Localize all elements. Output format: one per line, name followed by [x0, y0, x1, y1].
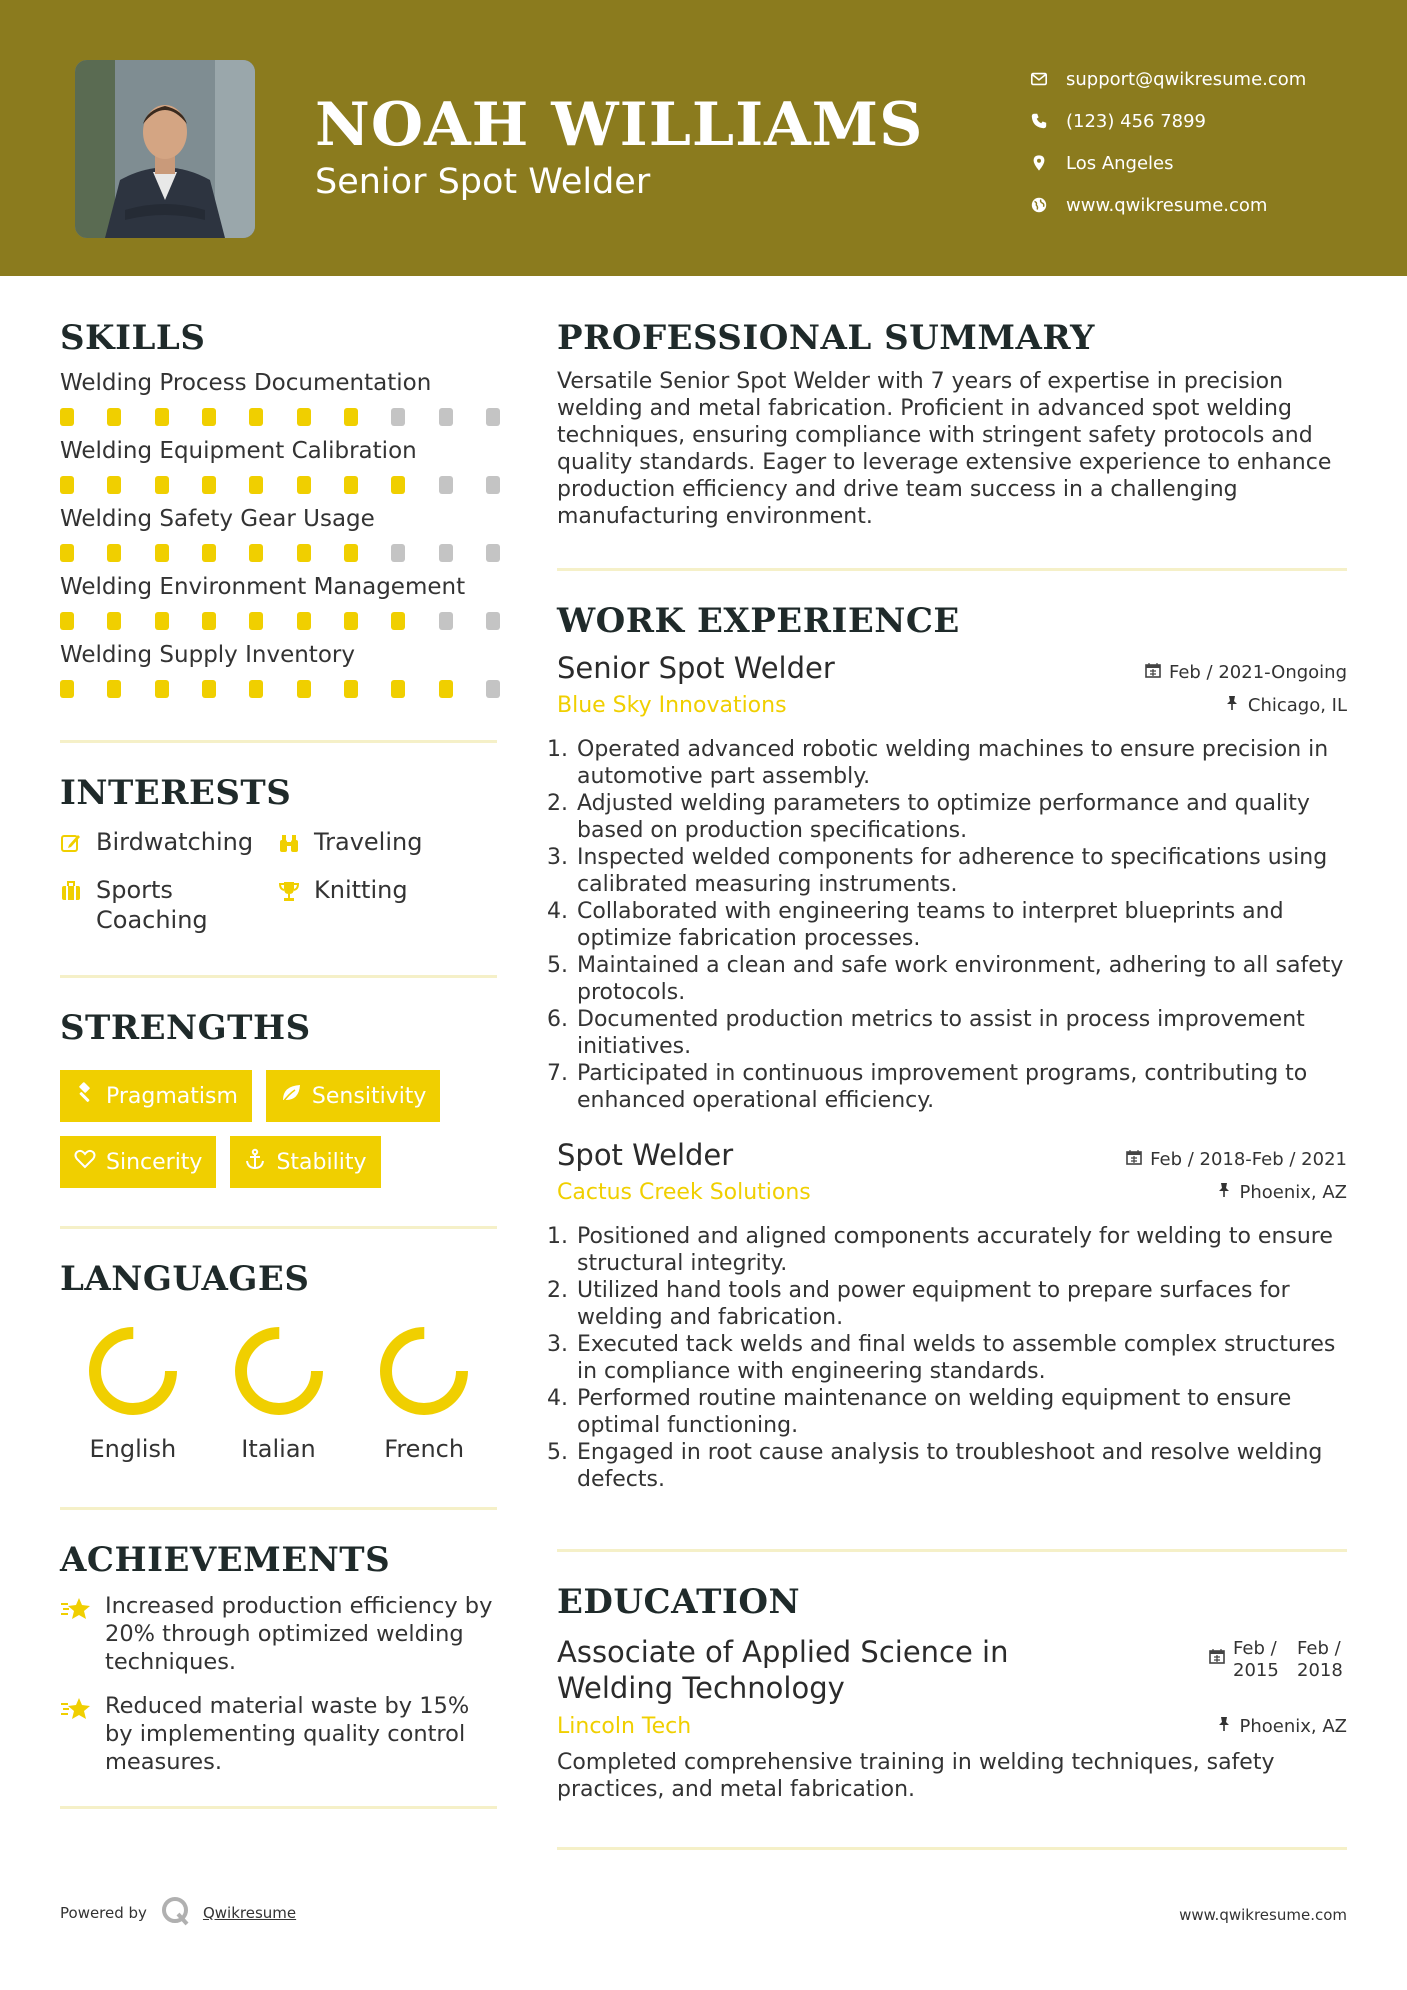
rating-dot-filled [297, 408, 311, 426]
star-icon [60, 1692, 105, 1726]
language-proficiency-ring [229, 1321, 329, 1421]
rating-dot-filled [439, 680, 453, 698]
header-banner [0, 0, 1407, 276]
skill-name: Welding Safety Gear Usage [60, 506, 375, 532]
skills-list [60, 370, 497, 698]
section-divider [557, 568, 1347, 571]
skills-section [60, 318, 497, 698]
rating-dot-filled [107, 476, 121, 494]
education-description: Completed comprehensive training in welding techniques, safety practices, and metal fabrication. [557, 1750, 1275, 1802]
language-level-arc [386, 1333, 462, 1409]
rating-dot-filled [155, 408, 169, 426]
footer-url[interactable]: www.qwikresume.com [1179, 1906, 1347, 1924]
languages-heading: LANGUAGES [60, 1259, 310, 1299]
star-icon [60, 1592, 105, 1626]
interest-item [278, 875, 478, 935]
footer-branding [60, 1896, 296, 1930]
experience-heading: WORK EXPERIENCE [557, 601, 960, 641]
rating-dot-filled [249, 544, 263, 562]
rating-dot-filled [202, 476, 216, 494]
rating-dot-filled [155, 612, 169, 630]
education-dates [1209, 1638, 1347, 1682]
rating-dot-filled [202, 408, 216, 426]
skill-rating [60, 544, 500, 562]
rating-dot-filled [249, 408, 263, 426]
interest-item [278, 827, 478, 861]
job-dates-text: Feb / 2021-Ongoing [1168, 662, 1347, 683]
candidate-name: NOAH WILLIAMS [315, 90, 924, 160]
skill-rating [60, 680, 500, 698]
rating-dot-filled [107, 612, 121, 630]
interests-heading: INTERESTS [60, 773, 292, 813]
job-responsibilities [557, 736, 1347, 1114]
job-dates [1126, 1149, 1347, 1170]
rating-dot-filled [202, 544, 216, 562]
skill-item [60, 642, 497, 698]
skill-item [60, 370, 497, 426]
rating-dot-empty [486, 408, 500, 426]
experience-section [557, 601, 1347, 1493]
envelope-icon [1030, 70, 1066, 88]
rating-dot-filled [155, 544, 169, 562]
rating-dot-filled [344, 544, 358, 562]
contact-website-text: www.qwikresume.com [1066, 194, 1268, 216]
interest-item [60, 827, 278, 861]
education-end: Feb / 2018 [1297, 1638, 1343, 1681]
rating-dot-filled [391, 612, 405, 630]
strength-label: Pragmatism [106, 1083, 238, 1109]
rating-dot-filled [107, 408, 121, 426]
responsibility-item: 5. Maintained a clean and safe work environment, adhering to all safety protocols. [575, 952, 1347, 1006]
interests-section [60, 773, 497, 935]
globe-icon [1030, 196, 1066, 214]
responsibility-item: 7. Participated in continuous improvement programs, contributing to enhanced operational efficiency. [575, 1060, 1347, 1114]
pencil-icon [60, 827, 96, 861]
company-name: Blue Sky Innovations [557, 693, 787, 718]
job-entry [557, 1138, 1347, 1493]
calendar-icon [1126, 1149, 1142, 1170]
section-divider [60, 975, 497, 978]
strength-tag [230, 1136, 380, 1188]
contact-phone-text: (123) 456 7899 [1066, 110, 1207, 132]
achievements-section [60, 1540, 497, 1776]
achievements-heading: ACHIEVEMENTS [60, 1540, 391, 1580]
achievement-item [60, 1692, 497, 1776]
language-proficiency-ring [83, 1321, 183, 1421]
languages-list [60, 1321, 497, 1463]
rating-dot-empty [439, 544, 453, 562]
section-divider [60, 740, 497, 743]
skill-item [60, 506, 497, 562]
interests-list [60, 827, 497, 935]
briefcase-icon [60, 875, 96, 909]
rating-dot-empty [486, 544, 500, 562]
phone-icon [1030, 112, 1066, 130]
job-responsibilities [557, 1223, 1347, 1493]
language-level-arc [95, 1333, 171, 1409]
profile-photo-image [75, 60, 255, 238]
education-heading: EDUCATION [557, 1582, 801, 1622]
skills-heading: SKILLS [60, 318, 206, 358]
company-name: Cactus Creek Solutions [557, 1180, 811, 1205]
rating-dot-filled [344, 680, 358, 698]
strength-tag [60, 1136, 216, 1188]
contact-location-text: Los Angeles [1066, 152, 1174, 174]
pushpin-icon [1216, 1182, 1232, 1203]
section-divider [557, 1549, 1347, 1552]
summary-section [557, 318, 1347, 530]
rating-dot-filled [107, 544, 121, 562]
rating-dot-filled [249, 476, 263, 494]
rating-dot-empty [439, 476, 453, 494]
job-title: Spot Welder [557, 1138, 734, 1172]
language-proficiency-ring [374, 1321, 474, 1421]
calendar-icon [1209, 1638, 1225, 1669]
strength-label: Stability [276, 1149, 367, 1175]
rating-dot-filled [60, 544, 74, 562]
education-section [557, 1582, 1347, 1803]
job-location [1224, 695, 1347, 716]
contact-website[interactable] [1030, 184, 1306, 226]
skill-name: Welding Environment Management [60, 574, 466, 600]
degree-title: Associate of Applied Science in Welding Technology [557, 1635, 1009, 1705]
pushpin-icon [1224, 695, 1240, 716]
strengths-section [60, 1008, 497, 1188]
section-divider [557, 1847, 1347, 1850]
binoculars-icon [278, 827, 314, 861]
skill-name: Welding Process Documentation [60, 370, 432, 396]
rating-dot-filled [202, 612, 216, 630]
strength-tag [266, 1070, 441, 1122]
rating-dot-filled [155, 476, 169, 494]
language-label: English [89, 1435, 177, 1463]
rating-dot-empty [391, 408, 405, 426]
responsibility-item: 3. Inspected welded components for adherence to specifications using calibrated measuring instruments. [575, 844, 1347, 898]
rating-dot-filled [60, 612, 74, 630]
job-location-text: Chicago, IL [1247, 695, 1347, 716]
gavel-icon [74, 1082, 96, 1110]
contact-email[interactable] [1030, 58, 1306, 100]
rating-dot-empty [439, 612, 453, 630]
skill-rating [60, 476, 500, 494]
leaf-icon [280, 1082, 302, 1110]
interest-label: Birdwatching [96, 828, 254, 856]
interest-label: Knitting [314, 876, 408, 904]
achievement-item [60, 1592, 497, 1676]
contact-email-text: support@qwikresume.com [1066, 68, 1307, 90]
rating-dot-empty [486, 680, 500, 698]
rating-dot-filled [155, 680, 169, 698]
calendar-icon [1145, 662, 1161, 683]
skill-name: Welding Supply Inventory [60, 642, 355, 668]
school-name: Lincoln Tech [557, 1714, 692, 1739]
heart-icon [74, 1148, 96, 1176]
brand-link[interactable]: Qwikresume [202, 1904, 297, 1922]
right-column [557, 318, 1347, 1850]
language-label: Italian [241, 1435, 316, 1463]
strength-tag [60, 1070, 252, 1122]
powered-by-text: Powered by [60, 1904, 147, 1922]
language-label: French [384, 1435, 465, 1463]
left-column [60, 318, 497, 1809]
rating-dot-empty [486, 612, 500, 630]
strengths-list [60, 1070, 490, 1188]
job-entry [557, 651, 1347, 1114]
job-dates [1145, 662, 1347, 683]
skill-rating [60, 408, 500, 426]
education-start: Feb / 2015 [1233, 1638, 1279, 1681]
rating-dot-filled [249, 612, 263, 630]
job-location-text: Phoenix, AZ [1239, 1182, 1347, 1203]
responsibility-item: 2. Adjusted welding parameters to optimize performance and quality based on production specifications. [575, 790, 1347, 844]
rating-dot-filled [344, 476, 358, 494]
rating-dot-filled [60, 680, 74, 698]
responsibility-item: 3. Executed tack welds and final welds to assemble complex structures in compliance with engineering standards. [575, 1331, 1347, 1385]
rating-dot-empty [439, 408, 453, 426]
languages-section [60, 1259, 497, 1463]
job-dates-text: Feb / 2018-Feb / 2021 [1150, 1149, 1347, 1170]
rating-dot-filled [297, 476, 311, 494]
responsibility-item: 4. Performed routine maintenance on welding equipment to ensure optimal functioning. [575, 1385, 1347, 1439]
interest-label: Traveling [314, 828, 423, 856]
skill-item [60, 574, 497, 630]
job-title: Senior Spot Welder [557, 651, 835, 685]
language-item [60, 1321, 206, 1463]
rating-dot-filled [249, 680, 263, 698]
contact-phone[interactable] [1030, 100, 1306, 142]
pushpin-icon [1216, 1716, 1232, 1737]
skill-rating [60, 612, 500, 630]
interest-label: Sports Coaching [96, 876, 208, 934]
responsibility-item: 4. Collaborated with engineering teams to interpret blueprints and optimize fabrication processes. [575, 898, 1347, 952]
job-location [1216, 1182, 1348, 1203]
rating-dot-filled [60, 408, 74, 426]
skill-name: Welding Equipment Calibration [60, 438, 417, 464]
section-divider [60, 1806, 497, 1809]
rating-dot-empty [486, 476, 500, 494]
summary-heading: PROFESSIONAL SUMMARY [557, 318, 1095, 358]
rating-dot-filled [391, 680, 405, 698]
rating-dot-filled [202, 680, 216, 698]
anchor-icon [244, 1148, 266, 1176]
rating-dot-filled [391, 476, 405, 494]
contact-location [1030, 142, 1306, 184]
achievement-text: Increased production efficiency by 20% through optimized welding techniques. [105, 1593, 493, 1675]
responsibility-item: 1. Operated advanced robotic welding machines to ensure precision in automotive part assembly. [575, 736, 1347, 790]
profile-photo [75, 60, 255, 238]
responsibility-item: 5. Engaged in root cause analysis to troubleshoot and resolve welding defects. [575, 1439, 1347, 1493]
contact-list [1030, 58, 1306, 226]
responsibility-item: 6. Documented production metrics to assist in process improvement initiatives. [575, 1006, 1347, 1060]
education-location-text: Phoenix, AZ [1239, 1716, 1347, 1737]
rating-dot-filled [297, 544, 311, 562]
rating-dot-empty [391, 544, 405, 562]
section-divider [60, 1226, 497, 1229]
section-divider [60, 1507, 497, 1510]
rating-dot-filled [344, 408, 358, 426]
qwikresume-logo-icon [161, 1896, 191, 1930]
rating-dot-filled [344, 612, 358, 630]
responsibility-item: 1. Positioned and aligned components accurately for welding to ensure structural integrity. [575, 1223, 1347, 1277]
interest-item [60, 875, 278, 935]
rating-dot-filled [297, 680, 311, 698]
responsibility-item: 2. Utilized hand tools and power equipment to prepare surfaces for welding and fabrication. [575, 1277, 1347, 1331]
location-pin-icon [1030, 154, 1066, 172]
rating-dot-filled [297, 612, 311, 630]
education-location [1216, 1716, 1348, 1737]
strengths-heading: STRENGTHS [60, 1008, 311, 1048]
strength-label: Sincerity [106, 1149, 203, 1175]
language-level-arc [241, 1333, 317, 1409]
trophy-icon [278, 875, 314, 909]
skill-item [60, 438, 497, 494]
rating-dot-filled [107, 680, 121, 698]
rating-dot-filled [60, 476, 74, 494]
language-item [351, 1321, 497, 1463]
achievement-text: Reduced material waste by 15% by implementing quality control measures. [105, 1693, 470, 1775]
summary-text: Versatile Senior Spot Welder with 7 years of expertise in precision welding and metal fabrication. Proficient in advanced spot welding techniques, ensuring compliance with stringent safety protocols and quality standards. Eager to leverage extensive experience to enhance production efficiency and drive team success in a challenging manufacturing environment. [557, 369, 1332, 529]
candidate-title: Senior Spot Welder [315, 162, 651, 202]
strength-label: Sensitivity [311, 1083, 427, 1109]
language-item [206, 1321, 352, 1463]
